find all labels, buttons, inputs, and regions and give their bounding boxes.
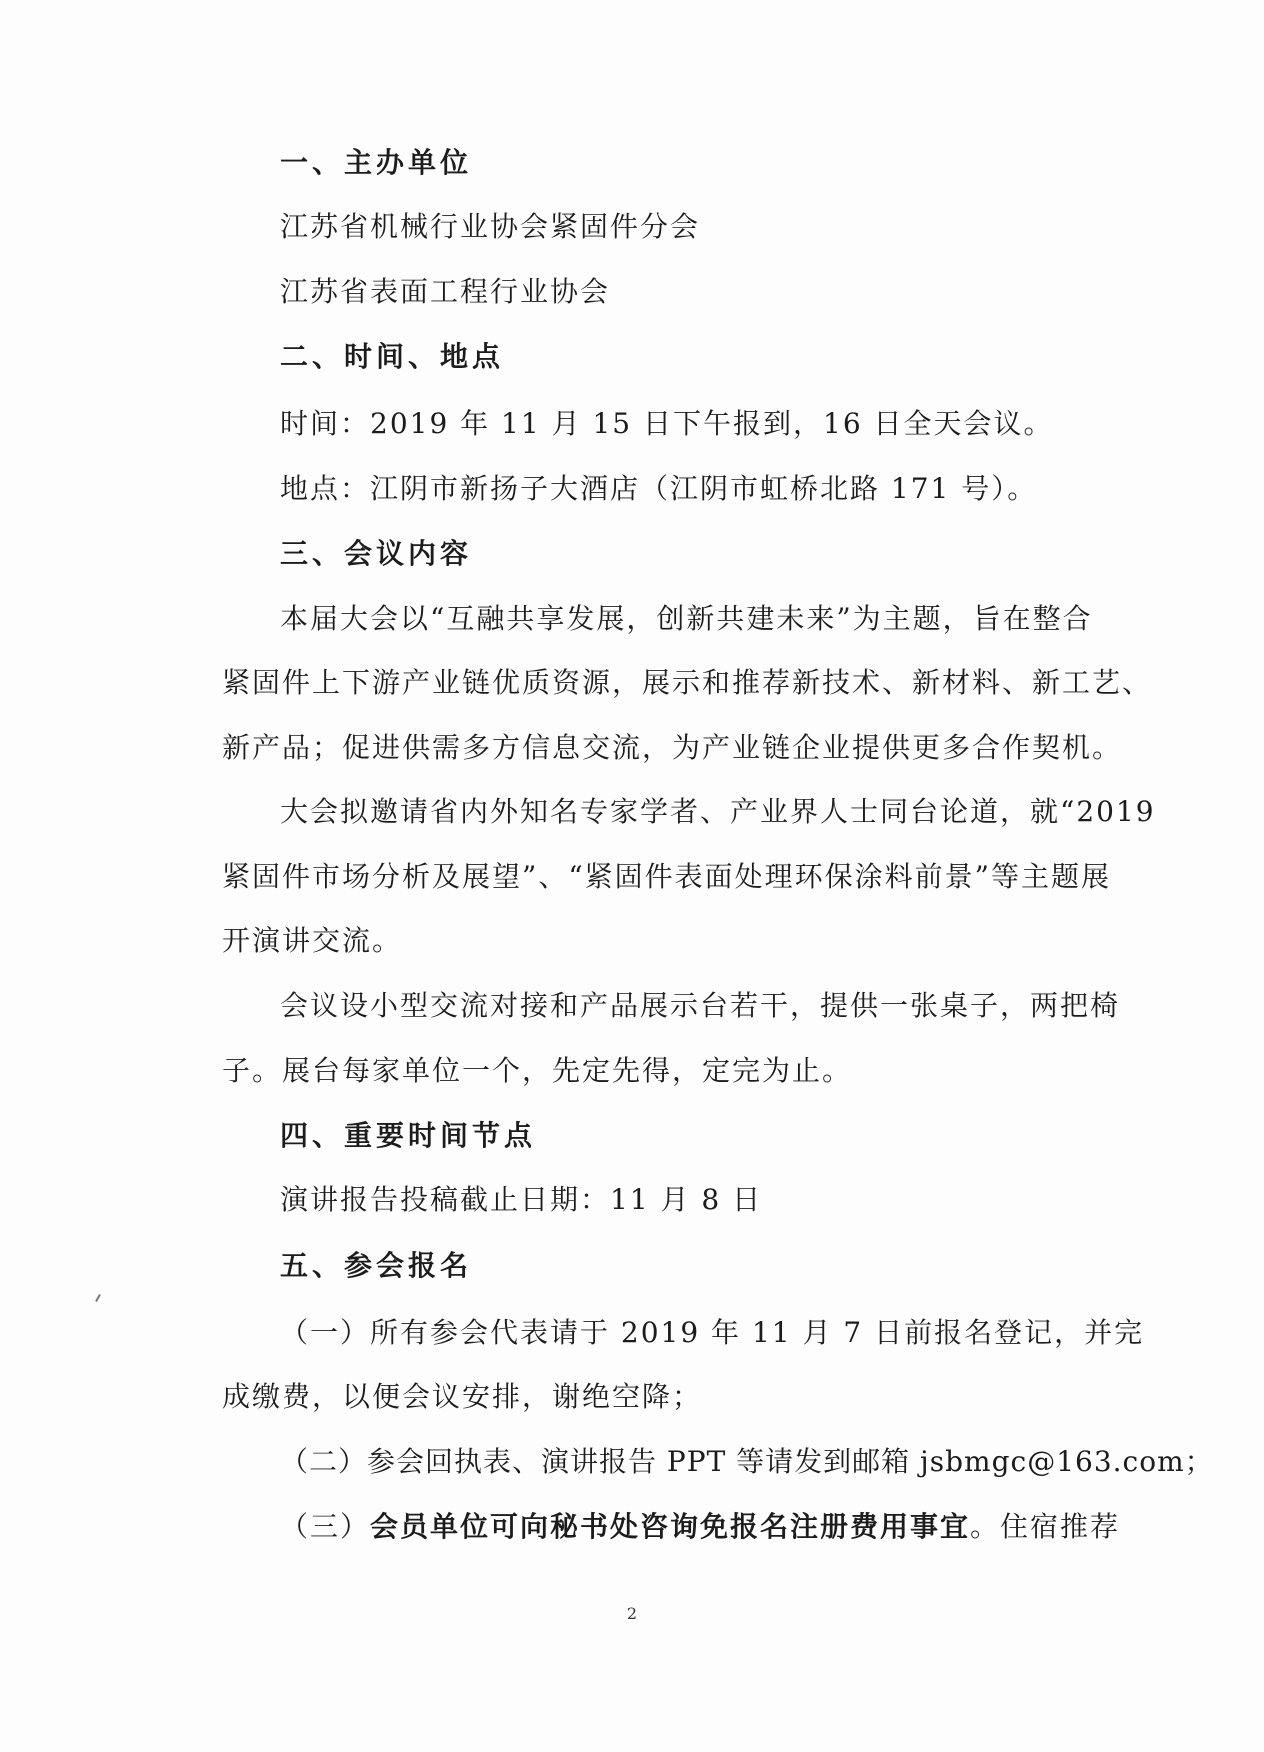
heading-content: 三、会议内容 [280,537,473,570]
content-p3-line-2: 子。展台每家单位一个，先定先得，定完为止。 [222,1054,853,1087]
heading-deadlines: 四、重要时间节点 [280,1119,537,1152]
content-p2-line-3: 开演讲交流。 [222,924,403,957]
scan-mark [95,1294,101,1302]
organizer-line-1: 江苏省机械行业协会紧固件分会 [280,210,701,243]
registration-item1-line-2: 成缴费，以便会议安排，谢绝空降； [222,1380,703,1413]
deadline-line: 演讲报告投稿截止日期：11 月 8 日 [280,1183,763,1216]
organizer-line-2: 江苏省表面工程行业协会 [280,275,611,308]
registration-item2: （二）参会回执表、演讲报告 PPT 等请发到邮箱 jsbmgc@163.com； [280,1445,1214,1478]
item3-suffix: 。住宿推荐 [970,1510,1121,1543]
content-p2-line-2: 紧固件市场分析及展望”、“紧固件表面处理环保涂料前景”等主题展 [222,860,1111,893]
item3-prefix: （三） [280,1510,371,1543]
content-p1-line-2: 紧固件上下游产业链优质资源，展示和推荐新技术、新材料、新工艺、 [222,666,1153,699]
time-line: 时间：2019 年 11 月 15 日下午报到，16 日全天会议。 [280,407,1054,440]
content-p1-line-1: 本届大会以“互融共享发展，创新共建未来”为主题，旨在整合 [280,602,1093,635]
content-p3-line-1: 会议设小型交流对接和产品展示台若干，提供一张桌子，两把椅 [280,989,1121,1022]
content-p2-line-1: 大会拟邀请省内外知名专家学者、产业界人士同台论道，就“2019 [280,795,1156,828]
page-number: 2 [626,1604,638,1623]
registration-item1-line-1: （一）所有参会代表请于 2019 年 11 月 7 日前报名登记，并完 [280,1316,1145,1349]
heading-organizer: 一、主办单位 [280,146,473,179]
item3-bold-text: 会员单位可向秘书处咨询免报名注册费用事宜 [370,1510,971,1543]
registration-item3 [280,1507,1120,1547]
place-line: 地点：江阴市新扬子大酒店（江阴市虹桥北路 171 号）。 [280,472,1038,505]
heading-registration: 五、参会报名 [280,1249,473,1282]
heading-time-place: 二、时间、地点 [280,340,505,373]
content-p1-line-3: 新产品；促进供需多方信息交流，为产业链企业提供更多合作契机。 [222,731,1123,764]
